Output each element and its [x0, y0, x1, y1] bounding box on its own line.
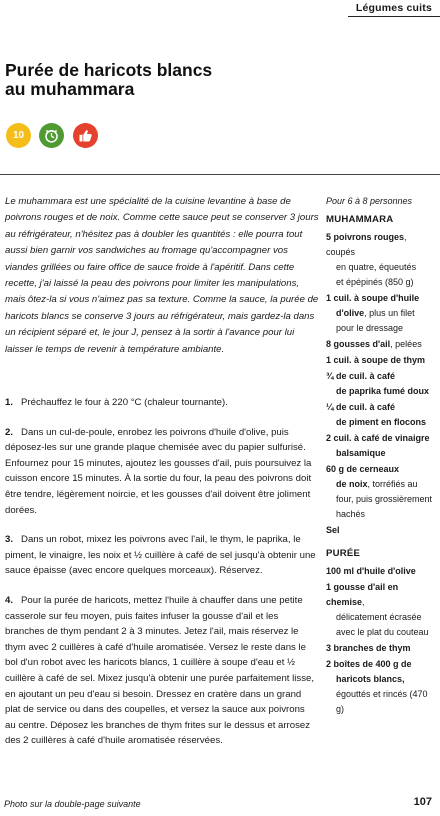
ingredient-continuation: de noix, torréfiés au: [336, 479, 418, 489]
step: [5, 593, 318, 749]
ingredient-continuation: et épépinés (850 g): [336, 277, 414, 287]
ingredient-item: [326, 641, 438, 656]
ingredient-main: 1 gousse d'ail en chemise: [326, 582, 399, 607]
ingredient-main: 8 gousses d'ail: [326, 339, 391, 349]
step: [5, 532, 318, 579]
ingredient-continuation: balsamique: [336, 448, 386, 458]
ingredient-item: [326, 369, 438, 399]
ingredient-item: [326, 657, 438, 717]
step: [5, 425, 318, 519]
ingredient-item: [326, 523, 438, 538]
ingredient-main: 2 cuil. à café de vinaigre: [326, 433, 430, 443]
recipe-steps: [5, 395, 318, 763]
ingredient-main: ¼ de cuil. à café: [326, 402, 396, 412]
ingredient-item: [326, 337, 438, 352]
ingredient-main: ¾ de cuil. à café: [326, 371, 396, 381]
ingredient-main: 1 cuil. à soupe de thym: [326, 355, 426, 365]
recipe-title: [5, 61, 305, 99]
ingredient-continuation: avec le plat du couteau: [336, 627, 429, 637]
step-text: Dans un cul-de-poule, enrobez les poivrons d'huile d'olive, puis déposez-les sur une grande plaque chemisée avec du papier sulfurisé. Enfournez pour 15 minutes, ajoutez les gousses d'ail, puis poursuivez la cuisson encore 15 minutes. À la sortie du four, la peau des poivrons doit être tendre, légèrement noircie, et les gousses d'ail doivent être joliment dorées.: [5, 426, 312, 516]
ingredient-continuation: d'olive, plus un filet: [336, 308, 415, 318]
ingredient-main: 60 g de cerneaux: [326, 464, 400, 474]
ingredient-item: [326, 230, 438, 290]
ingredient-continuation: de piment en flocons: [336, 417, 427, 427]
ingredient-item: [326, 564, 438, 579]
portions-label: Pour 6 à 8 personnes: [326, 196, 413, 206]
recipe-title-line-1: Purée de haricots blancs: [5, 60, 213, 80]
ingredient-continuation: de paprika fumé doux: [336, 386, 430, 396]
ingredient-item: [326, 400, 438, 430]
ingredient-continuation: hachés: [336, 509, 366, 519]
ingredient-item: [326, 462, 438, 522]
ingredient-section-title: PURÉE: [326, 548, 361, 559]
ingredient-section-title: MUHAMMARA: [326, 214, 394, 225]
step: [5, 395, 318, 411]
step-number: 3.: [5, 534, 14, 546]
ingredient-continuation: délicatement écrasée: [336, 612, 422, 622]
ingredient-item: [326, 580, 438, 640]
step-number: 4.: [5, 594, 14, 606]
step-text: Préchauffez le four à 220 °C (chaleur tournante).: [21, 397, 228, 408]
ingredient-continuation: en quatre, équeutés: [336, 262, 417, 272]
ingredients-list: [326, 212, 438, 717]
ingredient-continuation: haricots blancs,: [336, 674, 405, 684]
thumbs-up-icon: [73, 123, 98, 148]
header-rule: [348, 16, 440, 17]
ingredient-detail: ,: [362, 597, 365, 607]
footer-note: Photo sur la double-page suivante: [4, 799, 141, 809]
servings-badge: [6, 123, 31, 148]
ingredient-main: 1 cuil. à soupe d'huile: [326, 293, 420, 303]
section-gap: [326, 539, 438, 546]
page-number: 107: [413, 796, 432, 808]
timer-icon: [39, 123, 64, 148]
ingredient-main: 3 branches de thym: [326, 643, 411, 653]
ingredient-item: [326, 353, 438, 368]
ingredients-sidebar: [326, 194, 438, 718]
step-text: Pour la purée de haricots, mettez l'huile à chauffer dans une petite casserole sur feu moyen, puis faites infuser la gousse d'ail et les branches de thym pendant 2 à 3 minutes. Jetez l'ail, mais réservez le thym avec 2 cuillères à café d'huile aromatisée. Versez le reste dans le bol d'un robot avec les haricots blancs, 1 cuillère à soupe d'eau et ½ cuillère à café de sel. Mixez jusqu'à obtenir une purée parfaitement lisse, en ajoutant un peu d'eau si besoin. Dressez en cratère dans un grand plat de service ou dans des coupelles, et versez la sauce aux poivrons au centre. Déposez les branches de thym frites sur le dessus et arrosez des 2 cuillères à café d'huile aromatisée réservées.: [5, 594, 315, 747]
servings-badge-value: 10: [12, 130, 25, 141]
ingredient-item: [326, 291, 438, 336]
ingredient-detail: , coupés: [326, 232, 407, 257]
ingredient-continuation: four, puis grossièrement: [336, 494, 433, 504]
step-number: 1.: [5, 397, 14, 408]
step-text: Dans un robot, mixez les poivrons avec l'ail, le thym, le paprika, le piment, le vinaigre, les noix et ½ cuillère à café de sel jusqu'à obtenir une sauce épaisse (avec encore quelques morceaux). Réservez.: [5, 534, 316, 577]
ingredient-main: 100 ml d'huile d'olive: [326, 566, 416, 576]
ingredient-detail: , pelées: [390, 339, 422, 349]
page-header: [0, 0, 440, 20]
recipe-intro: Le muhammara est une spécialité de la cuisine levantine à base de poivrons rouges et de noix. Comme cette sauce peut se conserver 3 jours au réfrigérateur, n'hésitez pas à doubler les quantités : elle pourra tout aussi bien garnir vos sandwiches au fromage qu'accompagner vos viandes grillées ou faire office de sauce froide à l'apéritif. Dans cette recette, j'ai laissé la peau des poivrons pour limiter les manipulations, mais ôtez-la si vous n'aimez pas sa texture. Comme la sauce, la purée de haricots blancs se conserve 3 jours au réfrigérateur, mais gardez-la dans un récipient séparé et, le jour J, pensez à la sortir à l'avance pour lui laisser le temps de revenir à température ambiante.: [5, 196, 319, 355]
ingredient-main: 5 poivrons rouges: [326, 232, 405, 242]
ingredient-main: 2 boîtes de 400 g de: [326, 659, 412, 669]
section-label: Légumes cuits: [355, 2, 432, 14]
recipe-title-line-2: au muhammara: [5, 79, 135, 99]
step-number: 2.: [5, 426, 14, 438]
section-divider: [0, 174, 440, 175]
ingredient-continuation: égouttés et rincés (470 g): [336, 689, 428, 714]
ingredient-continuation: pour le dressage: [336, 323, 404, 333]
ingredient-main: Sel: [326, 525, 340, 535]
ingredient-item: [326, 431, 438, 461]
